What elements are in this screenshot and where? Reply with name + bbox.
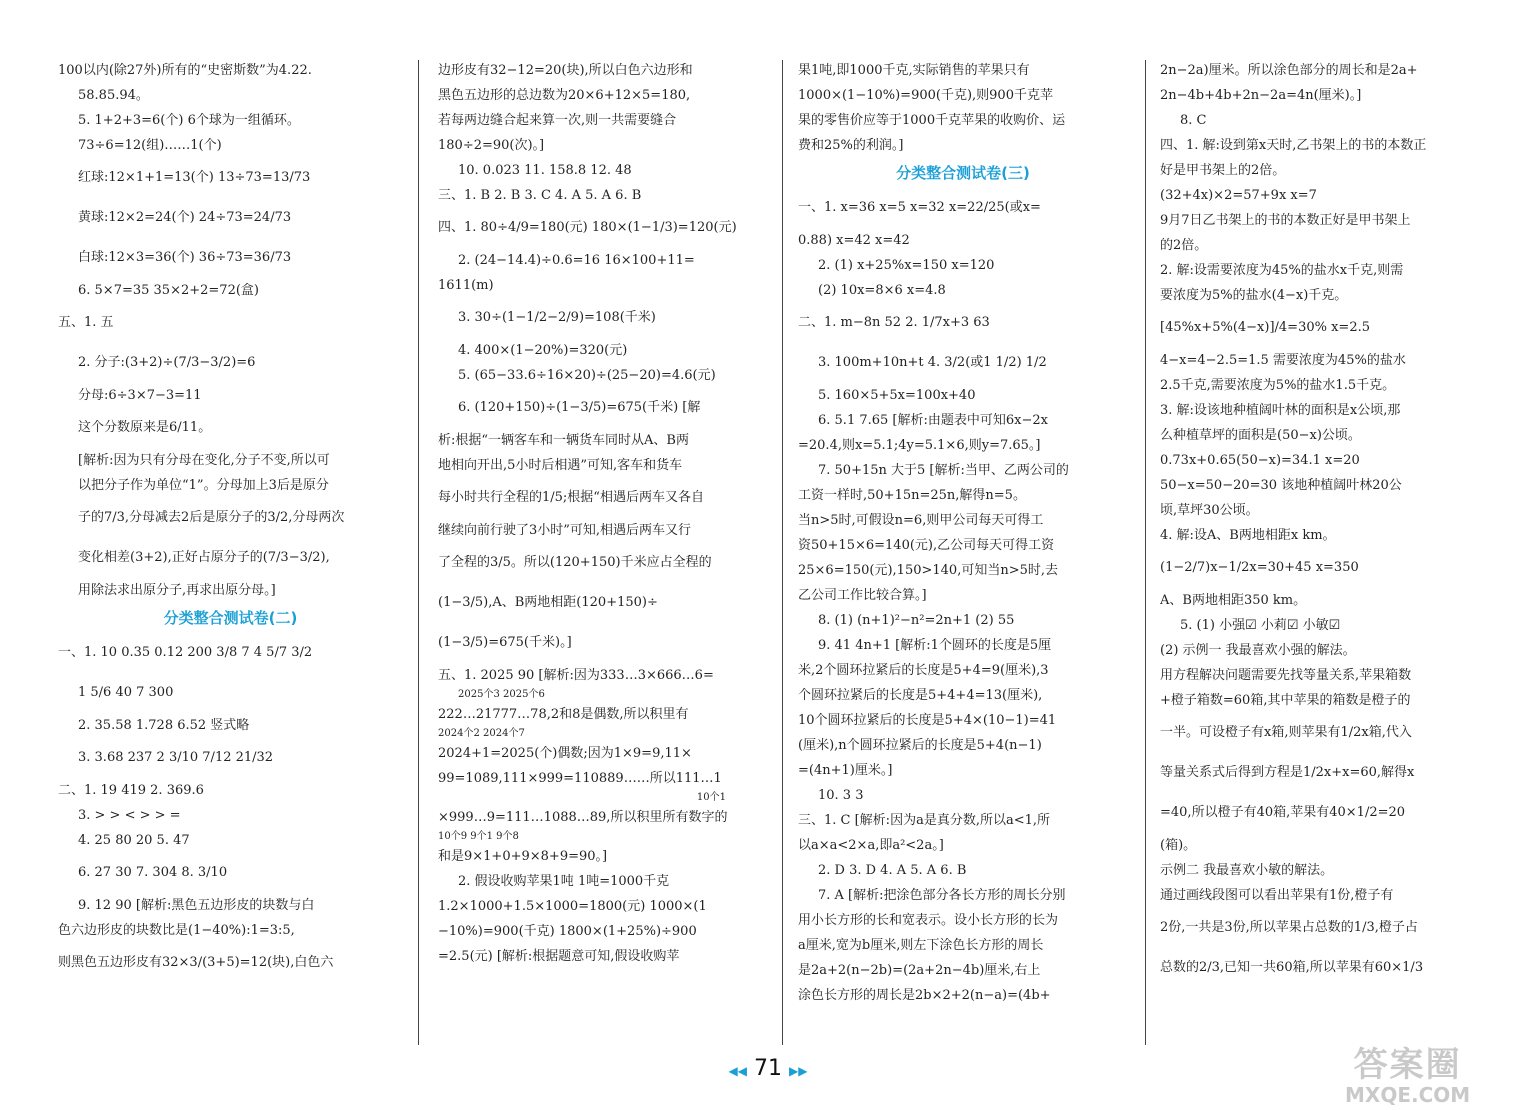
text-line: 米,2个圆环拉紧后的长度是5+4=9(厘米),3 — [798, 663, 1049, 678]
text-line: 白球:12×3=36(个) 36÷73=36/73 — [78, 250, 292, 265]
text-line: 黑色五边形的总边数为20×6+12×5=180, — [438, 88, 691, 103]
text-line: 以a×a<2×a,即a²<2a。] — [798, 838, 944, 853]
text-line: 四、1. 80÷4/9=180(元) 180×(1−1/3)=120(元) — [438, 220, 737, 235]
text-line: 3. 30÷(1−1/2−2/9)=108(千米) — [458, 310, 656, 325]
text-line: 这个分数原来是6/11。 — [78, 420, 212, 435]
text-line: 五、1. 五 — [58, 315, 114, 330]
text-line: 100以内(除27外)所有的“史密斯数”为4.22. — [58, 63, 312, 78]
text-line: 9. 41 4n+1 [解析:1个圆环的长度是5厘 — [818, 638, 1052, 653]
text-line: 继续向前行驶了3小时”可知,相遇后两车又行 — [438, 523, 692, 538]
text-line: (32+4x)×2=57+9x x=7 — [1160, 188, 1317, 203]
text-line: 6. (120+150)÷(1−3/5)=675(千米) [解 — [458, 400, 701, 415]
text-line: 当n>5时,可假设n=6,则甲公司每天可得工 — [798, 513, 1044, 528]
text-line: 2份,一共是3份,所以苹果占总数的1/3,橙子占 — [1160, 920, 1418, 935]
text-line: 4. 解:设A、B两地相距x km。 — [1160, 528, 1336, 543]
text-line: 的2倍。 — [1160, 238, 1208, 253]
text-line: −10%)=900(千克) 1800×(1+25%)÷900 — [438, 924, 697, 939]
text-line: 黄球:12×2=24(个) 24÷73=24/73 — [78, 210, 292, 225]
text-line: 180÷2=90(次)。] — [438, 138, 545, 153]
text-line: +橙子箱数=60箱,其中苹果的箱数是橙子的 — [1160, 693, 1411, 708]
text-line: 一、1. x=36 x=5 x=32 x=22/25(或x= — [798, 200, 1041, 215]
text-line: 乙公司工作比较合算。] — [798, 588, 927, 603]
text-line: 通过画线段图可以看出苹果有1份,橙子有 — [1160, 888, 1394, 903]
text-line: 6. 27 30 7. 304 8. 3/10 — [78, 865, 228, 880]
text-line: 色六边形皮的块数比是(1−40%):1=3:5, — [58, 923, 295, 938]
text-line: 个圆环拉紧后的长度是5+4+4=13(厘米), — [798, 688, 1043, 703]
text-line: (箱)。 — [1160, 838, 1197, 853]
text-line: 等量关系式后得到方程是1/2x+x=60,解得x — [1160, 765, 1415, 780]
text-line: 用小长方形的长和宽表示。设小长方形的长为 — [798, 913, 1059, 928]
text-line: 五、1. 2025 90 [解析:因为333…3×666…6= — [438, 668, 714, 683]
text-line: =20.4,则x=5.1;4y=5.1×6,则y=7.65。] — [798, 438, 1041, 453]
text-line: 10个圆环拉紧后的长度是5+4×(10−1)=41 — [798, 713, 1057, 728]
text-line: 2. (1) x+25%x=150 x=120 — [818, 258, 995, 273]
text-line: 9. 12 90 [解析:黑色五边形皮的块数与白 — [78, 898, 315, 913]
text-line: 2n−4b+4b+2n−2a=4n(厘米)。] — [1160, 88, 1362, 103]
page-number: 71 — [754, 1056, 782, 1081]
text-line: 4. 400×(1−20%)=320(元) — [458, 343, 628, 358]
watermark-title: 答案圈 — [1353, 1045, 1462, 1085]
text-line: 2. (24−14.4)÷0.6=16 16×100+11= — [458, 253, 695, 268]
subscript-note: 10个9 9个1 9个8 — [438, 831, 519, 842]
text-line: 1000×(1−10%)=900(千克),则900千克苹 — [798, 88, 1053, 103]
text-line: 一半。可设橙子有x箱,则苹果有1/2x箱,代入 — [1160, 725, 1412, 740]
subscript-note: 2024个2 2024个7 — [438, 728, 525, 739]
text-line: 1.2×1000+1.5×1000=1800(元) 1000×(1 — [438, 899, 707, 914]
text-line: 变化相差(3+2),正好占原分子的(7/3−3/2), — [78, 550, 330, 565]
text-line: (厘米),n个圆环拉紧后的长度是5+4(n−1) — [798, 738, 1042, 753]
text-line: 一、1. 10 0.35 0.12 200 3/8 7 4 5/7 3/2 — [58, 645, 313, 660]
text-line: 要浓度为5%的盐水(4−x)千克。 — [1160, 288, 1348, 303]
text-line: 7. 50+15n 大于5 [解析:当甲、乙两公司的 — [818, 463, 1069, 478]
text-line: 0.73x+0.65(50−x)=34.1 x=20 — [1160, 453, 1360, 468]
text-line: 和是9×1+0+9×8+9=90。] — [438, 849, 608, 864]
text-line: 若每两边缝合起来算一次,则一共需要缝合 — [438, 113, 677, 128]
subscript-note: 2025个3 2025个6 — [458, 689, 545, 700]
text-line: (1−2/7)x−1/2x=30+45 x=350 — [1160, 560, 1359, 575]
text-line: 2. 假设收购苹果1吨 1吨=1000千克 — [458, 874, 670, 889]
text-line: 6. 5.1 7.65 [解析:由题表中可知6x−2x — [818, 413, 1048, 428]
column-divider — [782, 60, 783, 1045]
text-line: 资50+15×6=140(元),乙公司每天可得工资 — [798, 538, 1055, 553]
text-line: 1611(m) — [438, 278, 494, 293]
text-line: 用除法求出原分子,再求出原分母。] — [78, 583, 276, 598]
text-line: 8. (1) (n+1)²−n²=2n+1 (2) 55 — [818, 613, 1015, 628]
text-line: 3. 100m+10n+t 4. 3/2(或1 1/2) 1/2 — [818, 355, 1047, 370]
section-heading: 分类整合测试卷(二) — [163, 609, 298, 627]
text-line: a厘米,宽为b厘米,则左下涂色长方形的周长 — [798, 938, 1044, 953]
text-line: 222…21777…78,2和8是偶数,所以积里有 — [438, 707, 689, 722]
text-line: 25×6=150(元),150>140,可知当n>5时,去 — [798, 563, 1059, 578]
text-line: 2. 35.58 1.728 6.52 竖式略 — [78, 718, 250, 733]
text-line: 3. > > < > > = — [78, 808, 181, 823]
text-line: 三、1. C [解析:因为a是真分数,所以a<1,所 — [798, 813, 1050, 828]
text-line: 红球:12×1+1=13(个) 13÷73=13/73 — [78, 170, 311, 185]
next-arrows-icon: ▶▶ — [789, 1064, 808, 1078]
text-line: 是2a+2(n−2b)=(2a+2n−4b)厘米,右上 — [798, 963, 1041, 978]
text-line: 总数的2/3,已知一共60箱,所以苹果有60×1/3 — [1160, 960, 1424, 975]
text-line: 4−x=4−2.5=1.5 需要浓度为45%的盐水 — [1160, 353, 1406, 368]
text-line: =(4n+1)厘米。] — [798, 763, 893, 778]
text-line: 6. 5×7=35 35×2+2=72(盒) — [78, 283, 259, 298]
text-line: 50−x=50−20=30 该地种植阔叶林20公 — [1160, 478, 1402, 493]
text-line: ×999…9=111…1088…89,所以积里所有数字的 — [438, 810, 728, 825]
text-line: 子的7/3,分母减去2后是原分子的3/2,分母两次 — [78, 510, 345, 525]
answer-column-3 — [798, 58, 1128, 1008]
text-line: 四、1. 解:设到第x天时,乙书架上的书的本数正 — [1160, 138, 1427, 153]
text-line: 5. (1) 小强☑ 小莉☑ 小敏☑ — [1180, 618, 1341, 633]
text-line: 58.85.94。 — [78, 88, 149, 103]
text-line: 5. (65−33.6÷16×20)÷(25−20)=4.6(元) — [458, 368, 716, 383]
text-line: 二、1. m−8n 52 2. 1/7x+3 63 — [798, 315, 990, 330]
watermark-logo — [1345, 1045, 1471, 1110]
text-line: 则黑色五边形皮有32×3/(3+5)=12(块),白色六 — [58, 955, 334, 970]
text-line: 3. 3.68 237 2 3/10 7/12 21/32 — [78, 750, 274, 765]
text-line: 2024+1=2025(个)偶数;因为1×9=9,11× — [438, 746, 692, 761]
text-line: (2) 示例一 我最喜欢小强的解法。 — [1160, 643, 1356, 658]
answer-column-4 — [1160, 58, 1478, 988]
text-line: 示例二 我最喜欢小敏的解法。 — [1160, 863, 1334, 878]
text-line: 工资一样时,50+15n=25n,解得n=5。 — [798, 488, 1026, 503]
text-line: 用方程解决问题需要先找等量关系,苹果箱数 — [1160, 668, 1412, 683]
section-heading: 分类整合测试卷(三) — [896, 164, 1030, 182]
text-line: 0.88) x=42 x=42 — [798, 233, 910, 248]
text-line: A、B两地相距350 km。 — [1160, 593, 1307, 608]
answer-column-2 — [438, 58, 766, 969]
text-line: 顷,草坪30公顷。 — [1160, 503, 1259, 518]
column-divider — [418, 60, 419, 1045]
text-line: 涂色长方形的周长是2b×2+2(n−a)=(4b+ — [798, 988, 1051, 1003]
text-line: 地相向开出,5小时后相遇”可知,客车和货车 — [438, 458, 683, 473]
text-line: [解析:因为只有分母在变化,分子不变,所以可 — [78, 453, 330, 468]
text-line: 5. 1+2+3=6(个) 6个球为一组循环。 — [78, 113, 300, 128]
text-line: 分母:6÷3×7−3=11 — [78, 388, 202, 403]
subscript-note: 10个1 — [696, 792, 726, 803]
text-line: 析:根据“一辆客车和一辆货车同时从A、B两 — [438, 433, 689, 448]
text-line: 10. 0.023 11. 158.8 12. 48 — [458, 163, 632, 178]
previous-arrows-icon: ◀◀ — [728, 1064, 747, 1078]
text-line: 二、1. 19 419 2. 369.6 — [58, 783, 204, 798]
text-line: 边形皮有32−12=20(块),所以白色六边形和 — [438, 63, 693, 78]
column-divider — [1145, 60, 1146, 1045]
text-line: 2. 分子:(3+2)÷(7/3−3/2)=6 — [78, 355, 256, 370]
watermark-url: MXQE.COM — [1345, 1083, 1471, 1107]
text-line: 5. 160×5+5x=100x+40 — [818, 388, 976, 403]
text-line: 以把分子作为单位“1”。分母加上3后是原分 — [78, 478, 329, 493]
text-line: 2n−2a)厘米。所以涂色部分的周长和是2a+ — [1160, 63, 1418, 78]
text-line: 2.5千克,需要浓度为5%的盐水1.5千克。 — [1160, 378, 1396, 393]
text-line: (2) 10x=8×6 x=4.8 — [818, 283, 946, 298]
text-line: 10. 3 3 — [818, 788, 864, 803]
text-line: =40,所以橙子有40箱,苹果有40×1/2=20 — [1160, 805, 1406, 820]
text-line: 3. 解:设该地种植阔叶林的面积是x公顷,那 — [1160, 403, 1401, 418]
text-line: 1 5/6 40 7 300 — [78, 685, 174, 700]
text-line: 了全程的3/5。所以(120+150)千米应占全程的 — [438, 555, 712, 570]
text-line: 2. 解:设需要浓度为45%的盐水x千克,则需 — [1160, 263, 1404, 278]
text-line: 果的零售价应等于1000千克苹果的收购价、运 — [798, 113, 1066, 128]
text-line: 2. D 3. D 4. A 5. A 6. B — [818, 863, 967, 878]
text-line: =2.5(元) [解析:根据题意可知,假设收购苹 — [438, 949, 680, 964]
answer-column-1 — [58, 58, 403, 983]
text-line: 好是甲书架上的2倍。 — [1160, 163, 1286, 178]
text-line: 4. 25 80 20 5. 47 — [78, 833, 190, 848]
text-line: [45%x+5%(4−x)]/4=30% x=2.5 — [1160, 320, 1370, 335]
text-line: 三、1. B 2. B 3. C 4. A 5. A 6. B — [438, 188, 642, 203]
text-line: 费和25%的利润。] — [798, 138, 904, 153]
text-line: (1−3/5)=675(千米)。] — [438, 635, 572, 650]
text-line: 9月7日乙书架上的书的本数正好是甲书架上 — [1160, 213, 1411, 228]
text-line: 么种植草坪的面积是(50−x)公顷。 — [1160, 428, 1361, 443]
text-line: 7. A [解析:把涂色部分各长方形的周长分别 — [818, 888, 1066, 903]
text-line: 73÷6=12(组)……1(个) — [78, 138, 222, 153]
text-line: 8. C — [1180, 113, 1207, 128]
text-line: (1−3/5),A、B两地相距(120+150)÷ — [438, 595, 658, 610]
page-footer — [0, 1056, 1536, 1081]
text-line: 每小时共行全程的1/5;根据“相遇后两车又各自 — [438, 490, 704, 505]
text-line: 99=1089,111×999=110889……所以111…1 — [438, 771, 722, 786]
text-line: 果1吨,即1000千克,实际销售的苹果只有 — [798, 63, 1030, 78]
